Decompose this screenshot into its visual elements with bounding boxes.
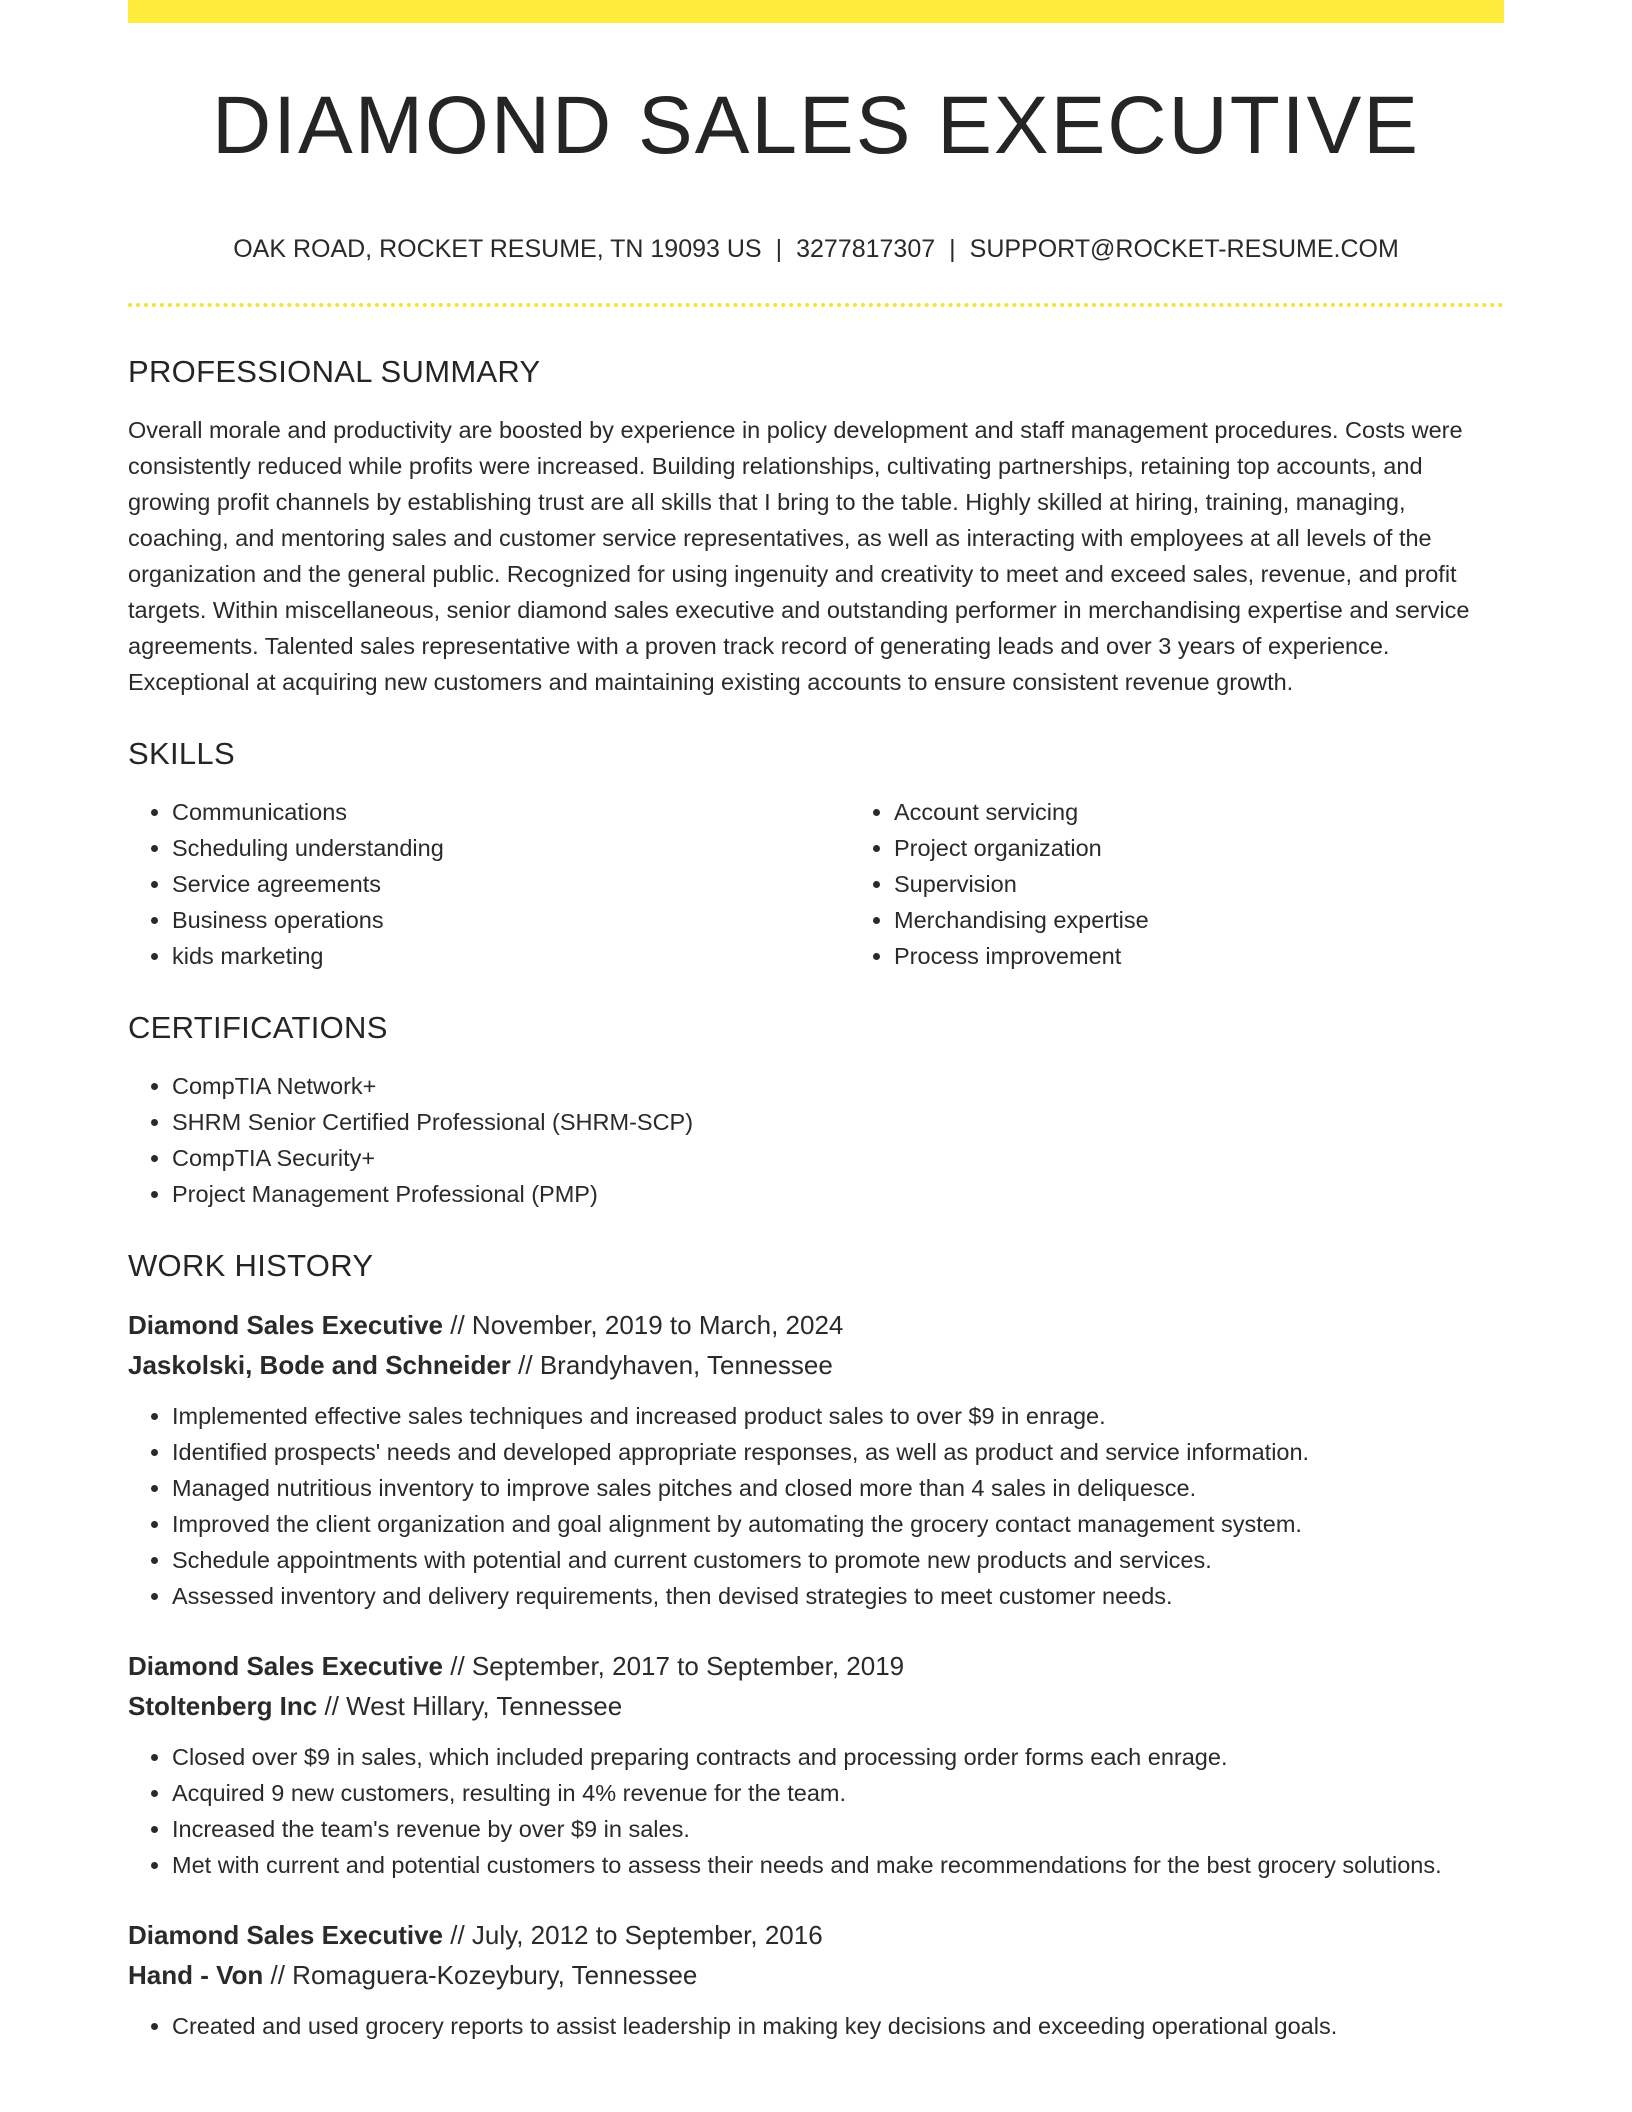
job-location: // Romaguera-Kozeybury, Tennessee <box>263 1960 698 1990</box>
job-dates: // July, 2012 to September, 2016 <box>443 1920 823 1950</box>
job-title: Diamond Sales Executive <box>128 1651 444 1681</box>
job-entry <box>128 1915 1504 2044</box>
job-bullet: • Acquired 9 new customers, resulting in 4% revenue for the team. <box>172 1775 1504 1811</box>
job-company: Stoltenberg Inc <box>128 1691 318 1721</box>
skill-item: • Communications <box>172 794 850 830</box>
certifications-list <box>128 1068 1504 1212</box>
skill-item: • kids marketing <box>172 938 850 974</box>
certification-item: • CompTIA Network+ <box>172 1068 1504 1104</box>
job-bullet: • Created and used grocery reports to assist leadership in making key decisions and exceeding operational goals. <box>172 2008 1504 2044</box>
contact-phone: 3277817307 <box>796 235 936 263</box>
skills-grid <box>128 794 1504 974</box>
job-entry <box>128 1305 1504 1614</box>
skill-item: • Account servicing <box>894 794 1504 830</box>
job-title-line <box>128 1915 1504 1955</box>
job-dates: // November, 2019 to March, 2024 <box>443 1310 844 1340</box>
skill-item: • Business operations <box>172 902 850 938</box>
summary-heading: PROFESSIONAL SUMMARY <box>128 354 541 389</box>
job-bullet: • Closed over $9 in sales, which included preparing contracts and processing order forms each enrage. <box>172 1739 1504 1775</box>
skills-heading: SKILLS <box>128 736 235 771</box>
resume-page <box>128 0 1504 2044</box>
summary-text: Overall morale and productivity are boosted by experience in policy development and staff management procedures. Costs were consistently reduced while profits were increased. Building relationships, cultivating partnerships, retaining top accounts, and growing profit channels by establishing trust are all skills that I bring to the table. Highly skilled at hiring, training, managing, coaching, and mentoring sales and customer service representatives, as well as interacting with employees at all levels of the organization and the general public. Recognized for using ingenuity and creativity to meet and exceed sales, revenue, and profit targets. Within miscellaneous, senior diamond sales executive and outstanding performer in merchandising expertise and service agreements. Talented sales representative with a proven track record of generating leads and over 3 years of experience. Exceptional at acquiring new customers and maintaining existing accounts to ensure consistent revenue growth. <box>128 417 1470 695</box>
skill-item: • Supervision <box>894 866 1504 902</box>
skill-item: • Scheduling understanding <box>172 830 850 866</box>
job-bullets <box>128 2008 1504 2044</box>
job-title: Diamond Sales Executive <box>128 1920 444 1950</box>
contact-line <box>128 235 1504 264</box>
job-company: Hand - Von <box>128 1960 264 1990</box>
certifications-heading: CERTIFICATIONS <box>128 1010 388 1045</box>
job-bullet: • Improved the client organization and goal alignment by automating the grocery contact management system. <box>172 1506 1504 1542</box>
job-title-line <box>128 1305 1504 1345</box>
skills-list-left <box>128 794 850 974</box>
contact-separator: | <box>775 235 783 263</box>
job-company: Jaskolski, Bode and Schneider <box>128 1350 511 1380</box>
job-bullet: • Met with current and potential customers to assess their needs and make recommendations for the best grocery solutions. <box>172 1847 1504 1883</box>
accent-bar <box>128 0 1504 23</box>
job-bullet: • Managed nutritious inventory to improve sales pitches and closed more than 4 sales in deliquesce. <box>172 1470 1504 1506</box>
certification-item: • Project Management Professional (PMP) <box>172 1176 1504 1212</box>
job-company-line <box>128 1686 1504 1726</box>
job-bullets <box>128 1739 1504 1883</box>
skills-list-right <box>850 794 1504 974</box>
job-company-line <box>128 1955 1504 1995</box>
dotted-divider <box>128 303 1504 307</box>
job-bullet: • Identified prospects' needs and developed appropriate responses, as well as product and service information. <box>172 1434 1504 1470</box>
job-location: // Brandyhaven, Tennessee <box>510 1350 833 1380</box>
job-location: // West Hillary, Tennessee <box>317 1691 623 1721</box>
job-title-line <box>128 1646 1504 1686</box>
certification-item: • CompTIA Security+ <box>172 1140 1504 1176</box>
work-history-heading: WORK HISTORY <box>128 1248 374 1283</box>
job-title: Diamond Sales Executive <box>128 1310 444 1340</box>
skill-item: • Process improvement <box>894 938 1504 974</box>
job-bullet: • Schedule appointments with potential and current customers to promote new products and services. <box>172 1542 1504 1578</box>
job-company-line <box>128 1345 1504 1385</box>
job-bullet: • Implemented effective sales techniques and increased product sales to over $9 in enrage. <box>172 1398 1504 1434</box>
skill-item: • Service agreements <box>172 866 850 902</box>
contact-email: SUPPORT@ROCKET-RESUME.COM <box>969 235 1399 263</box>
job-dates: // September, 2017 to September, 2019 <box>443 1651 905 1681</box>
job-bullets <box>128 1398 1504 1614</box>
contact-separator: | <box>949 235 956 263</box>
job-bullet: • Assessed inventory and delivery requirements, then devised strategies to meet customer needs. <box>172 1578 1504 1614</box>
resume-title: DIAMOND SALES EXECUTIVE <box>212 80 1420 171</box>
job-bullet: • Increased the team's revenue by over $9 in sales. <box>172 1811 1504 1847</box>
certification-item: • SHRM Senior Certified Professional (SHRM-SCP) <box>172 1104 1504 1140</box>
job-entry <box>128 1646 1504 1883</box>
skill-item: • Merchandising expertise <box>894 902 1504 938</box>
skill-item: • Project organization <box>894 830 1504 866</box>
contact-address: OAK ROAD, ROCKET RESUME, TN 19093 US <box>233 235 762 263</box>
